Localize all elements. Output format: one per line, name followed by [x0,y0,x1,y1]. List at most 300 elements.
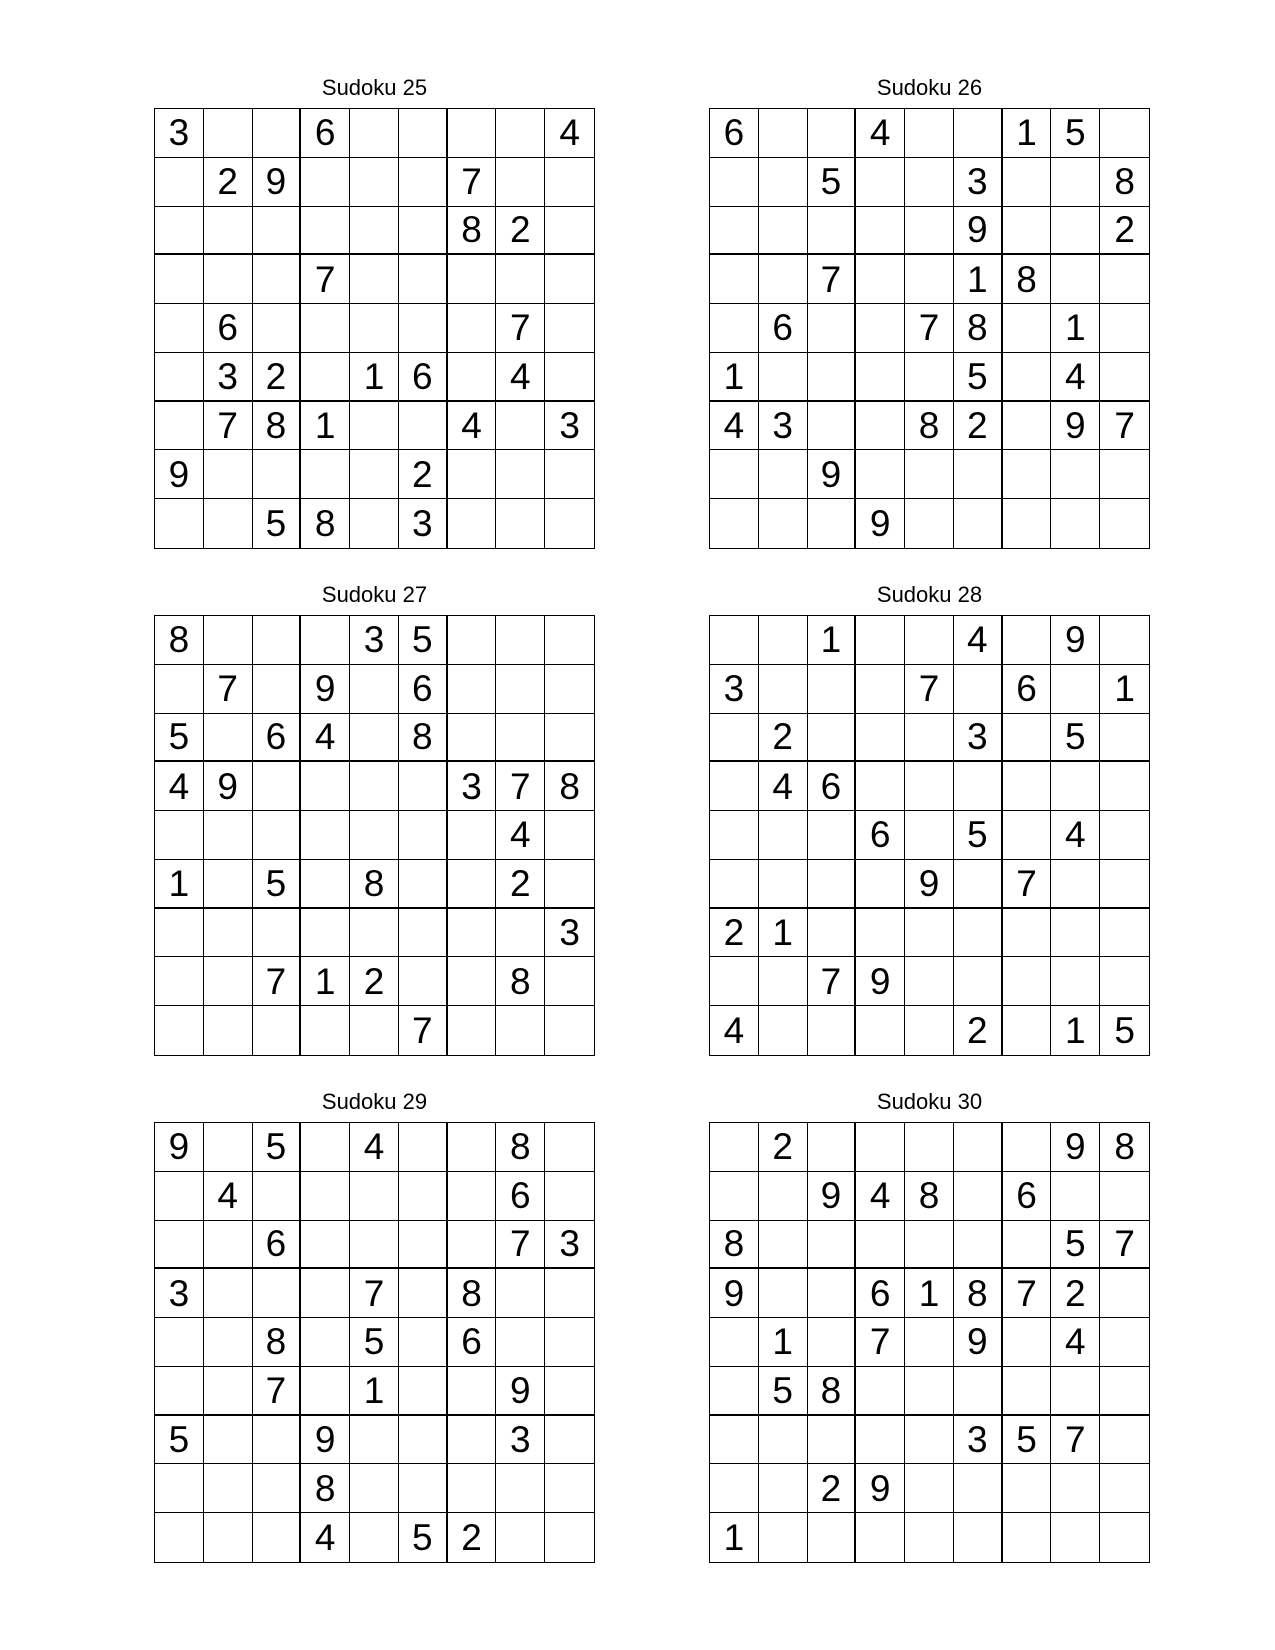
sudoku-cell [808,499,857,548]
sudoku-cell [1003,714,1052,763]
sudoku-cell [710,616,759,665]
sudoku-cell [350,499,399,548]
sudoku-cell [545,811,594,860]
sudoku-cell: 4 [301,714,350,763]
sudoku-cell [856,207,905,256]
sudoku-cell [759,811,808,860]
sudoku-cell [710,450,759,499]
sudoku-cell: 1 [350,1367,399,1416]
sudoku-cell: 9 [301,665,350,714]
sudoku-cell [954,665,1003,714]
sudoku-cell [496,665,545,714]
sudoku-cell [545,158,594,207]
sudoku-cell [253,1269,302,1318]
sudoku-cell: 8 [905,1172,954,1221]
sudoku-cell: 9 [954,1318,1003,1367]
sudoku-cell [1100,1318,1149,1367]
sudoku-cell [545,207,594,256]
sudoku-cell [1003,811,1052,860]
sudoku-cell [1003,450,1052,499]
sudoku-cell: 8 [253,1318,302,1367]
sudoku-cell [545,1006,594,1055]
sudoku-cell [253,1172,302,1221]
sudoku-cell [905,450,954,499]
sudoku-cell: 5 [155,1416,204,1465]
sudoku-cell [204,1464,253,1513]
sudoku-cell [1003,1367,1052,1416]
sudoku-cell [204,109,253,158]
sudoku-grid [154,615,595,1056]
sudoku-cell [856,714,905,763]
sudoku-cell [1100,1513,1149,1562]
sudoku-cell [155,499,204,548]
sudoku-cell [954,1172,1003,1221]
puzzle-title: Sudoku 25 [321,75,428,100]
sudoku-cell [545,665,594,714]
sudoku-grid [709,108,1150,549]
sudoku-cell [1100,860,1149,909]
sudoku-cell [1051,450,1100,499]
sudoku-cell: 7 [448,158,497,207]
sudoku-cell: 5 [808,158,857,207]
sudoku-cell [350,207,399,256]
sudoku-cell: 7 [204,665,253,714]
sudoku-cell: 7 [496,304,545,353]
sudoku-cell: 6 [301,109,350,158]
sudoku-cell: 6 [1003,1172,1052,1221]
sudoku-cell [808,665,857,714]
sudoku-cell [759,1416,808,1465]
sudoku-cell [448,1172,497,1221]
sudoku-cell [710,158,759,207]
sudoku-cell [204,450,253,499]
sudoku-cell [496,402,545,451]
sudoku-cell [1003,616,1052,665]
sudoku-cell [496,499,545,548]
sudoku-cell [905,957,954,1006]
sudoku-cell: 5 [350,1318,399,1367]
sudoku-cell [399,1318,448,1367]
sudoku-cell [710,762,759,811]
sudoku-cell [710,1318,759,1367]
sudoku-cell [448,860,497,909]
sudoku-cell [301,1006,350,1055]
sudoku-cell [399,158,448,207]
sudoku-cell [545,499,594,548]
sudoku-cell [399,1123,448,1172]
sudoku-cell: 5 [253,499,302,548]
sudoku-cell [545,1464,594,1513]
sudoku-cell: 3 [399,499,448,548]
sudoku-cell [350,1172,399,1221]
sudoku-cell [1051,1464,1100,1513]
sudoku-cell: 3 [954,1416,1003,1465]
sudoku-cell [710,1367,759,1416]
sudoku-cell: 1 [155,860,204,909]
sudoku-cell [448,957,497,1006]
sudoku-cell [1051,158,1100,207]
sudoku-cell [1100,957,1149,1006]
sudoku-cell: 4 [856,1172,905,1221]
sudoku-cell [759,860,808,909]
sudoku-cell [545,860,594,909]
sudoku-cell: 5 [155,714,204,763]
puzzle-title: Sudoku 29 [321,1089,428,1114]
sudoku-cell: 1 [1100,665,1149,714]
sudoku-cell: 1 [905,1269,954,1318]
sudoku-cell: 2 [253,353,302,402]
sudoku-cell [1003,1006,1052,1055]
sudoku-cell: 8 [710,1221,759,1270]
sudoku-cell [759,1006,808,1055]
sudoku-cell: 7 [301,255,350,304]
sudoku-cell [1051,1367,1100,1416]
sudoku-cell [808,207,857,256]
sudoku-cell [253,1513,302,1562]
sudoku-cell [1051,909,1100,958]
sudoku-cell: 2 [350,957,399,1006]
sudoku-cell [301,207,350,256]
sudoku-cell [905,158,954,207]
sudoku-cell: 7 [905,665,954,714]
sudoku-cell [399,1416,448,1465]
sudoku-cell: 7 [350,1269,399,1318]
sudoku-cell [448,255,497,304]
sudoku-cell: 5 [1003,1416,1052,1465]
sudoku-cell: 3 [350,616,399,665]
sudoku-cell [545,450,594,499]
sudoku-cell: 3 [204,353,253,402]
sudoku-cell [856,255,905,304]
sudoku-cell: 6 [253,714,302,763]
sudoku-cell [1100,616,1149,665]
sudoku-cell: 1 [1051,1006,1100,1055]
sudoku-cell [253,450,302,499]
sudoku-cell [155,207,204,256]
sudoku-cell [1051,499,1100,548]
sudoku-cell [399,304,448,353]
sudoku-cell [204,255,253,304]
sudoku-cell [710,1172,759,1221]
sudoku-cell [856,1221,905,1270]
sudoku-cell [808,304,857,353]
sudoku-cell [1003,353,1052,402]
sudoku-cell [204,1318,253,1367]
sudoku-cell: 8 [448,207,497,256]
sudoku-cell [1051,1172,1100,1221]
sudoku-cell [710,304,759,353]
sudoku-cell [856,353,905,402]
sudoku-cell: 9 [204,762,253,811]
sudoku-cell [496,1006,545,1055]
sudoku-cell [301,1269,350,1318]
sudoku-cell [905,714,954,763]
sudoku-cell: 8 [808,1367,857,1416]
sudoku-cell [1100,811,1149,860]
sudoku-cell [545,1416,594,1465]
sudoku-cell: 1 [759,1318,808,1367]
sudoku-cell: 6 [759,304,808,353]
sudoku-cell [905,1221,954,1270]
sudoku-cell: 3 [954,158,1003,207]
sudoku-cell [545,255,594,304]
sudoku-cell [954,499,1003,548]
sudoku-cell: 4 [1051,811,1100,860]
sudoku-cell: 1 [808,616,857,665]
sudoku-cell: 8 [954,1269,1003,1318]
sudoku-cell [545,1513,594,1562]
sudoku-cell [710,1123,759,1172]
sudoku-cell [1100,353,1149,402]
sudoku-cell: 4 [954,616,1003,665]
puzzle-title: Sudoku 30 [876,1089,983,1114]
sudoku-cell [856,304,905,353]
sudoku-cell [856,762,905,811]
sudoku-cell [545,353,594,402]
sudoku-cell [905,616,954,665]
sudoku-cell [448,1221,497,1270]
sudoku-cell [155,353,204,402]
sudoku-cell [448,109,497,158]
sudoku-cell [253,1464,302,1513]
sudoku-cell [350,665,399,714]
sudoku-cell [1100,304,1149,353]
sudoku-cell [954,909,1003,958]
sudoku-cell [759,1172,808,1221]
sudoku-cell [954,860,1003,909]
sudoku-cell [350,1513,399,1562]
sudoku-cell: 5 [954,353,1003,402]
sudoku-cell [856,909,905,958]
sudoku-cell [1100,1416,1149,1465]
sudoku-cell [856,158,905,207]
sudoku-cell [155,304,204,353]
sudoku-cell: 1 [301,957,350,1006]
sudoku-cell [448,616,497,665]
sudoku-cell [253,665,302,714]
puzzle-title: Sudoku 26 [876,75,983,100]
sudoku-cell [1100,909,1149,958]
sudoku-cell: 3 [954,714,1003,763]
sudoku-cell [301,353,350,402]
sudoku-cell [399,255,448,304]
sudoku-cell [350,158,399,207]
puzzle-title: Sudoku 27 [321,582,428,607]
sudoku-cell [545,957,594,1006]
sudoku-cell [545,1269,594,1318]
sudoku-cell [808,1513,857,1562]
sudoku-cell: 4 [545,109,594,158]
sudoku-cell: 9 [301,1416,350,1465]
sudoku-cell: 2 [954,402,1003,451]
sudoku-cell [155,1006,204,1055]
sudoku-cell [759,158,808,207]
sudoku-cell [808,1006,857,1055]
sudoku-cell [1003,1464,1052,1513]
sudoku-cell: 5 [1051,714,1100,763]
sudoku-cell [710,957,759,1006]
sudoku-cell: 9 [253,158,302,207]
sudoku-cell [204,1416,253,1465]
sudoku-cell [1003,909,1052,958]
sudoku-cell: 9 [155,450,204,499]
sudoku-cell: 4 [350,1123,399,1172]
sudoku-cell [1003,957,1052,1006]
sudoku-cell [1003,762,1052,811]
sudoku-cell: 3 [545,402,594,451]
sudoku-cell [155,1221,204,1270]
sudoku-cell [856,402,905,451]
sudoku-cell [808,402,857,451]
sudoku-cell [545,1123,594,1172]
sudoku-cell [1051,1513,1100,1562]
puzzle-title: Sudoku 28 [876,582,983,607]
sudoku-cell [448,1123,497,1172]
sudoku-cell: 4 [204,1172,253,1221]
sudoku-cell [808,1416,857,1465]
sudoku-cell [905,1367,954,1416]
sudoku-cell: 6 [856,1269,905,1318]
sudoku-cell: 2 [496,207,545,256]
sudoku-cell [856,450,905,499]
sudoku-cell: 1 [954,255,1003,304]
sudoku-cell [1051,207,1100,256]
sudoku-cell [545,1172,594,1221]
sudoku-cell [301,860,350,909]
sudoku-cell [204,499,253,548]
sudoku-grid [709,1122,1150,1563]
sudoku-cell [759,616,808,665]
sudoku-cell [545,616,594,665]
sudoku-cell: 8 [905,402,954,451]
sudoku-cell: 5 [1051,109,1100,158]
sudoku-cell: 6 [399,665,448,714]
sudoku-cell [1003,158,1052,207]
sudoku-cell [1003,207,1052,256]
sudoku-cell [1003,1513,1052,1562]
sudoku-cell [759,1269,808,1318]
sudoku-cell: 7 [496,762,545,811]
sudoku-cell: 2 [399,450,448,499]
sudoku-cell: 7 [808,255,857,304]
sudoku-cell: 8 [1100,1123,1149,1172]
sudoku-cell [1051,665,1100,714]
sudoku-cell [710,499,759,548]
sudoku-cell [905,1318,954,1367]
sudoku-cell [350,1416,399,1465]
sudoku-cell: 1 [350,353,399,402]
sudoku-cell [204,1513,253,1562]
sudoku-cell: 4 [448,402,497,451]
sudoku-cell [808,109,857,158]
sudoku-cell [545,1367,594,1416]
sudoku-cell: 6 [710,109,759,158]
sudoku-cell: 3 [759,402,808,451]
sudoku-cell [905,909,954,958]
sudoku-cell: 7 [253,1367,302,1416]
sudoku-cell: 4 [155,762,204,811]
sudoku-cell: 3 [545,1221,594,1270]
sudoku-cell [253,616,302,665]
sudoku-cell [808,811,857,860]
sudoku-cell: 1 [759,909,808,958]
sudoku-cell: 6 [496,1172,545,1221]
sudoku-cell [350,714,399,763]
sudoku-cell [448,1367,497,1416]
sudoku-cell: 9 [1051,616,1100,665]
sudoku-cell [301,304,350,353]
sudoku-cell [905,255,954,304]
sudoku-cell [155,1172,204,1221]
sudoku-cell: 2 [448,1513,497,1562]
sudoku-cell [905,499,954,548]
sudoku-cell [856,1123,905,1172]
sudoku-cell [1051,860,1100,909]
sudoku-cell [905,353,954,402]
sudoku-cell [399,909,448,958]
sudoku-cell: 8 [253,402,302,451]
sudoku-cell [808,353,857,402]
sudoku-cell [253,811,302,860]
sudoku-cell: 1 [301,402,350,451]
sudoku-cell [856,1513,905,1562]
sudoku-cell: 2 [710,909,759,958]
sudoku-cell [448,811,497,860]
sudoku-cell [710,207,759,256]
sudoku-cell [954,1464,1003,1513]
sudoku-cell [759,1513,808,1562]
sudoku-cell [1003,1123,1052,1172]
sudoku-cell [710,860,759,909]
sudoku-cell [155,1318,204,1367]
sudoku-cell [350,109,399,158]
sudoku-cell [1100,450,1149,499]
sudoku-cell [204,207,253,256]
sudoku-cell [204,957,253,1006]
sudoku-cell: 9 [155,1123,204,1172]
sudoku-cell [954,1221,1003,1270]
sudoku-cell [448,1416,497,1465]
sudoku-cell [759,255,808,304]
sudoku-cell: 1 [1051,304,1100,353]
sudoku-cell [808,1269,857,1318]
sudoku-cell [710,1464,759,1513]
sudoku-cell: 1 [710,353,759,402]
sudoku-cell [155,402,204,451]
sudoku-cell [954,1123,1003,1172]
sudoku-cell: 8 [155,616,204,665]
sudoku-cell: 3 [448,762,497,811]
sudoku-cell [399,1367,448,1416]
sudoku-cell [496,158,545,207]
sudoku-cell: 7 [1051,1416,1100,1465]
sudoku-cell [496,109,545,158]
sudoku-cell [808,1318,857,1367]
sudoku-cell [301,1367,350,1416]
sudoku-cell [496,1318,545,1367]
sudoku-cell [856,1006,905,1055]
sudoku-cell [1003,1318,1052,1367]
sudoku-cell: 8 [301,499,350,548]
sudoku-cell [253,109,302,158]
sudoku-cell: 8 [1100,158,1149,207]
sudoku-cell [954,762,1003,811]
sudoku-cell: 9 [496,1367,545,1416]
sudoku-cell: 5 [759,1367,808,1416]
sudoku-cell: 7 [1100,1221,1149,1270]
sudoku-cell: 5 [253,860,302,909]
sudoku-cell [448,1464,497,1513]
